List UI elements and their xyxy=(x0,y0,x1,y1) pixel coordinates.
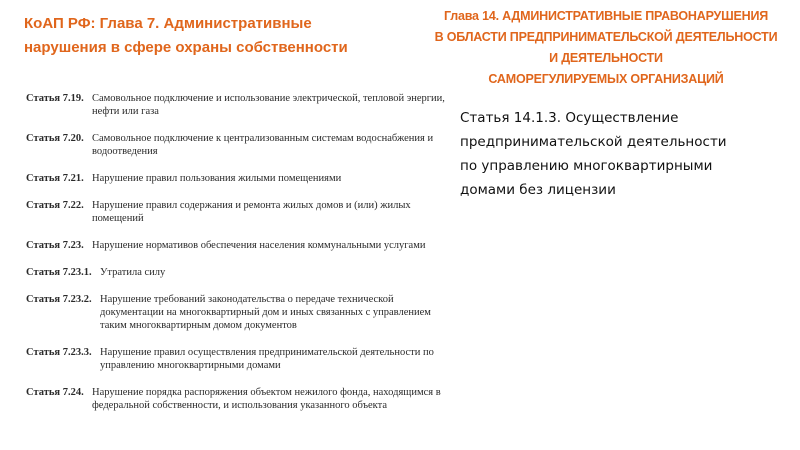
article-item xyxy=(26,386,446,412)
article-item xyxy=(26,346,446,372)
articles-list xyxy=(26,92,446,412)
left-title: КоАП РФ: Глава 7. Административные нарушения в сфере охраны собственности xyxy=(24,15,348,56)
article-number: Статья 7.23.1. xyxy=(26,267,92,278)
article-number: Статья 7.21. xyxy=(26,173,84,184)
article-number: Статья 7.20. xyxy=(26,133,84,144)
article-item xyxy=(26,239,446,252)
article-number: Статья 7.22. xyxy=(26,200,84,211)
article-text: Утратила силу xyxy=(100,267,166,278)
article-number: Статья 7.23.3. xyxy=(26,347,92,358)
article-item xyxy=(26,92,446,118)
article-text: Нарушение правил содержания и ремонта жилых домов и (или) жилых помещений xyxy=(92,200,411,224)
article-text: Нарушение правил осуществления предпринимательской деятельности по управлению многоквартирными домами xyxy=(100,347,434,371)
article-number: Статья 7.23. xyxy=(26,240,84,251)
highlighted-article: Статья 14.1.3. Осуществление предпринимательской деятельности по управлению многоквартирными домами без лицензии xyxy=(460,110,727,198)
article-text: Нарушение нормативов обеспечения населения коммунальными услугами xyxy=(92,240,426,251)
article-item xyxy=(26,266,446,279)
article-text: Самовольное подключение и использование электрической, тепловой энергии, нефти или газа xyxy=(92,93,445,117)
article-number: Статья 7.23.2. xyxy=(26,294,92,305)
article-text: Нарушение правил пользования жилыми помещениями xyxy=(92,173,342,184)
article-number: Статья 7.19. xyxy=(26,93,84,104)
article-text: Самовольное подключение к централизованным системам водоснабжения и водоотведения xyxy=(92,133,434,157)
chapter-heading: Глава 14. АДМИНИСТРАТИВНЫЕ ПРАВОНАРУШЕНИЯ В ОБЛАСТИ ПРЕДПРИНИМАТЕЛЬСКОЙ ДЕЯТЕЛЬНОСТИ И ДЕЯТЕЛЬНОСТИ САМОРЕГУЛИРУЕМЫХ ОРГАНИЗАЦИЙ xyxy=(434,9,778,86)
article-item xyxy=(26,293,446,332)
article-number: Статья 7.24. xyxy=(26,387,84,398)
article-item xyxy=(26,172,446,185)
article-item xyxy=(26,132,446,158)
article-item xyxy=(26,199,446,225)
article-text: Нарушение порядка распоряжения объектом нежилого фонда, находящимся в федеральной собственности, и использования указанного объекта xyxy=(92,387,441,411)
article-text: Нарушение требований законодательства о передаче технической документации на многоквартирный дом и иных связанных с управлением таким многоквартирным домом документов xyxy=(100,294,431,331)
